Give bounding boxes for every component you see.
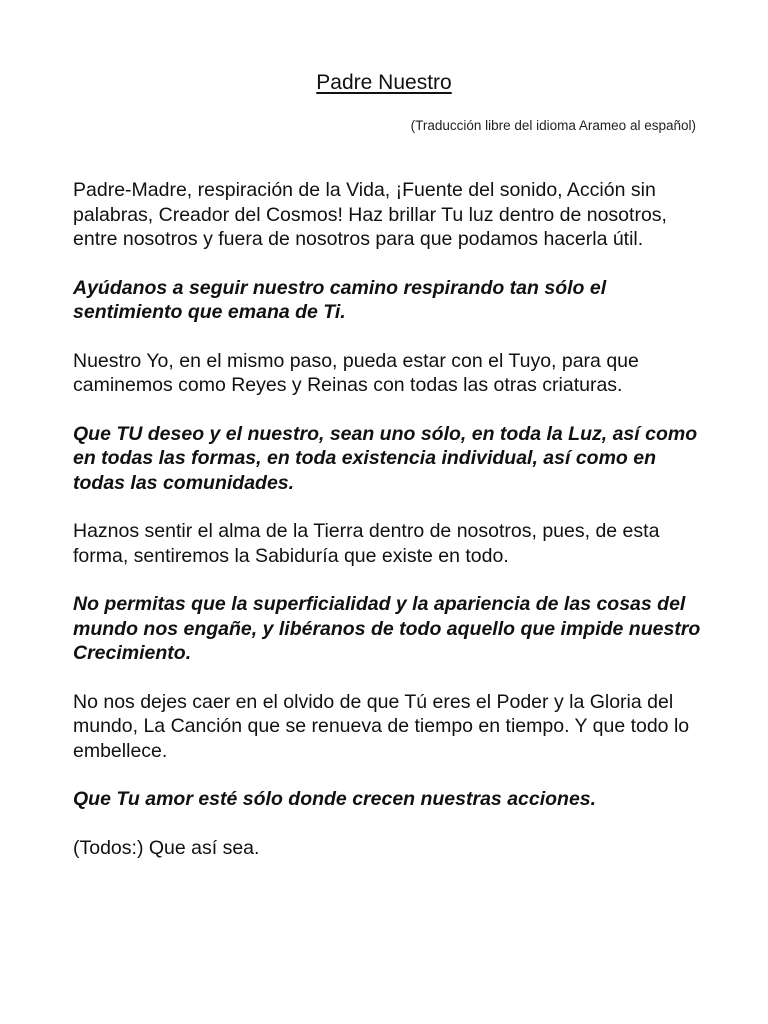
paragraph-4: Que TU deseo y el nuestro, sean uno sólo, en toda la Luz, así como en todas las formas, en toda existencia individual, así como en todas las comunidades. [73,422,698,494]
paragraph-5: Haznos sentir el alma de la Tierra dentro de nosotros, pues, de esta forma, sentiremos la Sabiduría que existe en todo. [73,520,660,567]
paragraph-3: Nuestro Yo, en el mismo paso, pueda estar con el Tuyo, para que caminemos como Reyes y Reinas con todas las otras criaturas. [73,349,639,396]
paragraph-7: No nos dejes caer en el olvido de que Tú eres el Poder y la Gloria del mundo, La Canción que se renueva de tiempo en tiempo. Y que todo lo embellece. [73,690,690,762]
paragraph-8: Que Tu amor esté sólo donde crecen nuestras acciones. [73,788,597,810]
paragraph-9: (Todos:) Que así sea. [73,836,260,859]
document-body [73,178,703,884]
page-title: Padre Nuestro [316,71,452,94]
paragraph-6: No permitas que la superficialidad y la apariencia de las cosas del mundo nos engañe, y libéranos de todo aquello que impide nuestro Crecimiento. [73,593,701,664]
page-subtitle: (Traducción libre del idioma Arameo al español) [410,118,696,133]
paragraph-2: Ayúdanos a seguir nuestro camino respirando tan sólo el sentimiento que emana de Ti. [73,276,607,323]
paragraph-1: Padre-Madre, respiración de la Vida, ¡Fuente del sonido, Acción sin palabras, Creador del Cosmos! Haz brillar Tu luz dentro de nosotros, entre nosotros y fuera de nosotros para que podamos hacerla útil. [73,179,667,250]
